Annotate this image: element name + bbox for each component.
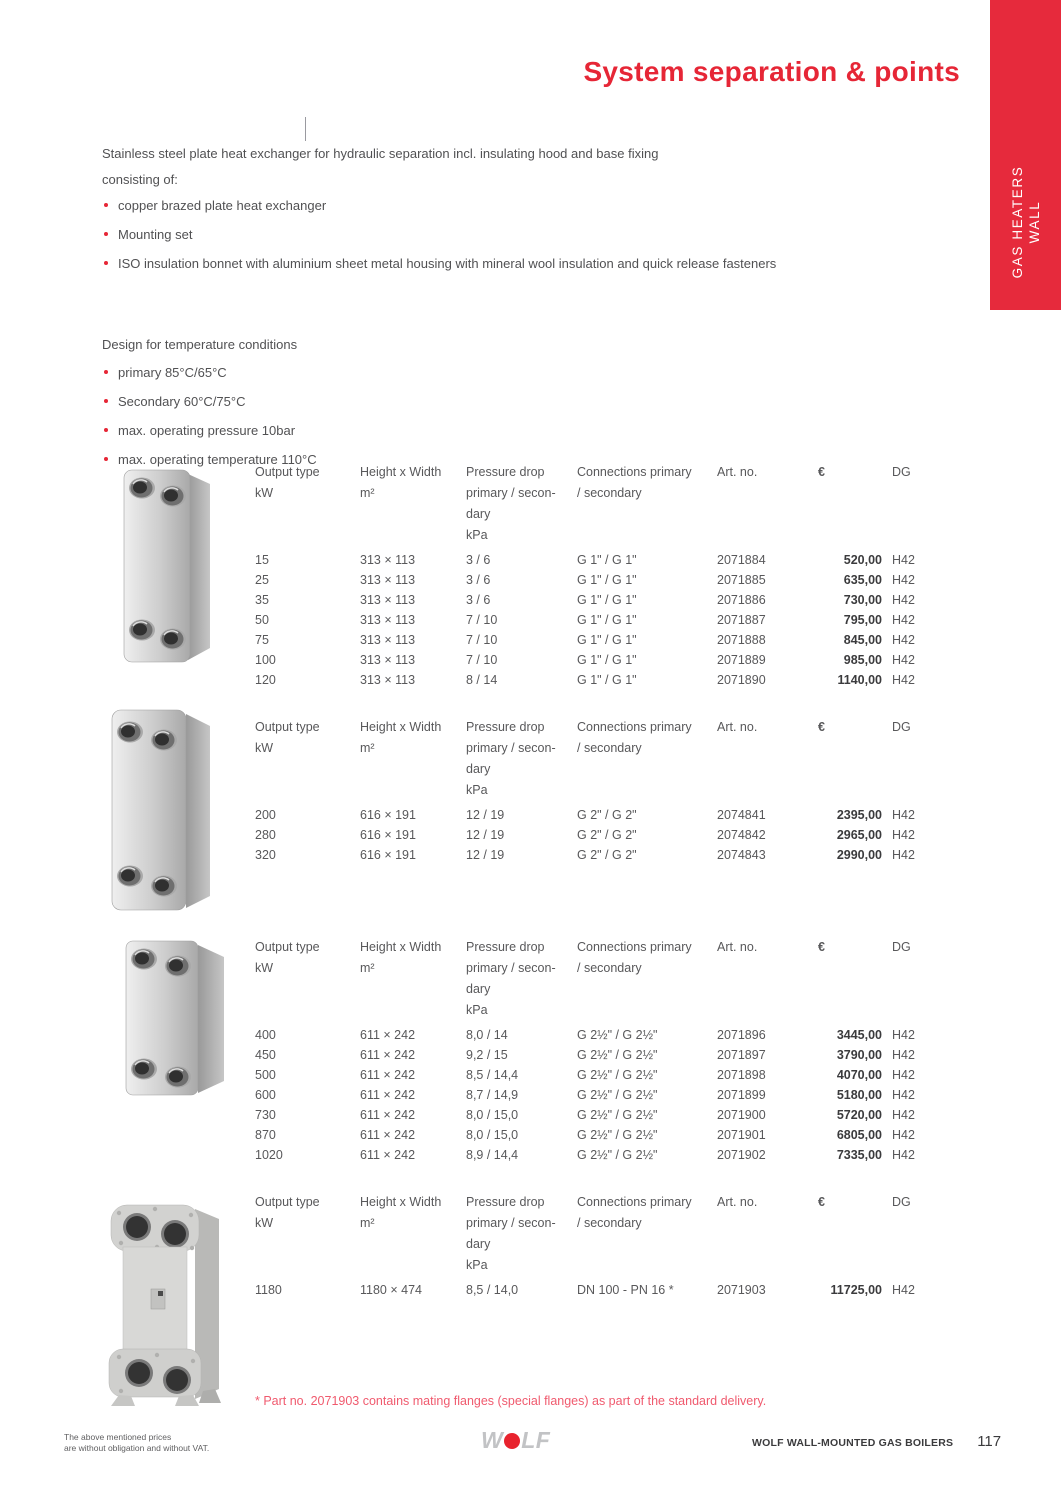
- table-cell: G 2½" / G 2½": [577, 1068, 658, 1082]
- product-image-heat-exchanger-small: [106, 458, 236, 673]
- spec-table-wide: [255, 937, 935, 1165]
- table-cell: 200: [255, 808, 276, 822]
- table-cell: 75: [255, 633, 269, 647]
- table-cell: 3 / 6: [466, 573, 491, 587]
- wolf-logo-letters-lf: LF: [521, 1426, 551, 1453]
- table-cell: G 2" / G 2": [577, 828, 637, 842]
- table-row: [255, 1125, 935, 1145]
- table-cell: H42: [892, 808, 915, 822]
- table-body: [255, 805, 935, 865]
- intro-section: [102, 143, 814, 282]
- list-item: [102, 195, 814, 216]
- wolf-logo: [481, 1427, 550, 1453]
- table-cell: 8,5 / 14,4: [466, 1068, 519, 1082]
- table-cell: 2071898: [717, 1068, 766, 1082]
- list-item: [102, 362, 622, 383]
- table-cell: 2074843: [717, 848, 766, 862]
- design-bullet-list: [102, 362, 622, 470]
- table-cell: 313 × 113: [360, 633, 416, 647]
- table-cell: 9,2 / 15: [466, 1048, 508, 1062]
- column-header-connections: Connections primary / secondary: [577, 940, 692, 975]
- column-header-price: €: [818, 940, 825, 954]
- bullet-icon: [104, 399, 108, 403]
- table-body: [255, 550, 935, 690]
- table-cell: 2965,00: [836, 828, 882, 842]
- table-cell: 611 × 242: [360, 1128, 416, 1142]
- product-image-heat-exchanger-wide: [112, 933, 247, 1108]
- table-header: [255, 1192, 935, 1276]
- table-cell: 313 × 113: [360, 673, 416, 687]
- column-header-connections: Connections primary / secondary: [577, 1195, 692, 1230]
- table-row: [255, 670, 935, 690]
- column-header-output: Output type kW: [255, 1195, 320, 1230]
- table-cell: 635,00: [843, 573, 882, 587]
- intro-bullet-list: [102, 195, 814, 274]
- side-tab-label-line2: WALL: [1026, 200, 1042, 244]
- table-row: [255, 590, 935, 610]
- bullet-icon: [104, 370, 108, 374]
- crop-mark: [305, 117, 306, 141]
- table-cell: 2071890: [717, 673, 766, 687]
- list-item-label: ISO insulation bonnet with aluminium sheet metal housing with mineral wool insulation and quick release fasteners: [118, 256, 777, 271]
- table-row: [255, 1280, 935, 1300]
- table-cell: 2071900: [717, 1108, 766, 1122]
- column-header-dimensions: Height x Width m²: [360, 1195, 442, 1230]
- side-tab-label-line1: GAS HEATERS: [1009, 165, 1025, 279]
- design-conditions-heading: Design for temperature conditions: [102, 337, 298, 352]
- table-cell: 7 / 10: [466, 633, 498, 647]
- table-cell: H42: [892, 1148, 915, 1162]
- list-item: [102, 253, 814, 274]
- column-header-dg: DG: [892, 1195, 911, 1209]
- table-cell: G 1" / G 1": [577, 653, 637, 667]
- table-cell: H42: [892, 653, 915, 667]
- column-header-dimensions: Height x Width m²: [360, 940, 442, 975]
- list-item-label: primary 85°C/65°C: [118, 365, 227, 380]
- table-cell: 4070,00: [836, 1068, 882, 1082]
- table-cell: 3 / 6: [466, 593, 491, 607]
- side-tab-gas-heaters-wall: [990, 0, 1061, 310]
- table-row: [255, 1085, 935, 1105]
- table-cell: 2071899: [717, 1088, 766, 1102]
- list-item-label: Secondary 60°C/75°C: [118, 394, 246, 409]
- table-cell: 6805,00: [836, 1128, 882, 1142]
- table-cell: H42: [892, 1283, 915, 1297]
- table-cell: 313 × 113: [360, 573, 416, 587]
- table-cell: 1180: [255, 1283, 282, 1297]
- table-cell: H42: [892, 613, 915, 627]
- footer-disclaimer-line1: The above mentioned prices: [64, 1432, 172, 1442]
- table-cell: DN 100 - PN 16 *: [577, 1283, 674, 1297]
- footer-series-label: WOLF WALL-MOUNTED GAS BOILERS: [752, 1437, 954, 1449]
- table-cell: 611 × 242: [360, 1148, 416, 1162]
- table-cell: G 1" / G 1": [577, 553, 637, 567]
- table-cell: G 1" / G 1": [577, 613, 637, 627]
- table-row: [255, 610, 935, 630]
- intro-text-line1: Stainless steel plate heat exchanger for hydraulic separation incl. insulating hood and base fixing: [102, 146, 659, 161]
- column-header-price: €: [818, 1195, 825, 1209]
- table-cell: 870: [255, 1128, 276, 1142]
- table-cell: 7335,00: [836, 1148, 882, 1162]
- table-cell: 7 / 10: [466, 653, 498, 667]
- table-row: [255, 550, 935, 570]
- wolf-logo-dot-icon: [504, 1433, 520, 1449]
- table-cell: H42: [892, 673, 915, 687]
- table-cell: 2071897: [717, 1048, 766, 1062]
- table-cell: G 1" / G 1": [577, 593, 637, 607]
- table-cell: 5720,00: [836, 1108, 882, 1122]
- table-header: [255, 717, 935, 801]
- table-cell: 35: [255, 593, 269, 607]
- table-cell: 8,5 / 14,0: [466, 1283, 519, 1297]
- table-cell: 8,0 / 15,0: [466, 1128, 519, 1142]
- table-cell: G 2½" / G 2½": [577, 1028, 658, 1042]
- table-cell: 2074842: [717, 828, 766, 842]
- table-row: [255, 570, 935, 590]
- table-cell: 520,00: [843, 553, 882, 567]
- table-cell: G 1" / G 1": [577, 673, 637, 687]
- table-body: [255, 1280, 935, 1300]
- table-cell: 5180,00: [836, 1088, 882, 1102]
- table-row: [255, 825, 935, 845]
- table-cell: 320: [255, 848, 276, 862]
- table-cell: 120: [255, 673, 276, 687]
- table-cell: 985,00: [843, 653, 882, 667]
- table-cell: 15: [255, 553, 269, 567]
- table-row: [255, 845, 935, 865]
- list-item-label: max. operating temperature 110°C: [118, 452, 317, 467]
- footnote: * Part no. 2071903 contains mating flanges (special flanges) as part of the standard delivery.: [255, 1394, 767, 1408]
- table-cell: 400: [255, 1028, 276, 1042]
- column-header-connections: Connections primary / secondary: [577, 720, 692, 755]
- table-cell: 730: [255, 1108, 276, 1122]
- table-cell: 313 × 113: [360, 593, 416, 607]
- table-cell: 616 × 191: [360, 808, 416, 822]
- table-cell: 1180 × 474: [360, 1283, 422, 1297]
- table-cell: 2071888: [717, 633, 766, 647]
- table-cell: G 2" / G 2": [577, 848, 637, 862]
- table-cell: 12 / 19: [466, 828, 505, 842]
- table-cell: 1140,00: [837, 673, 882, 687]
- column-header-pressure-drop: Pressure drop primary / secon- dary kPa: [466, 940, 556, 1017]
- table-cell: 11725,00: [830, 1283, 882, 1297]
- table-header: [255, 462, 935, 546]
- table-cell: 616 × 191: [360, 828, 416, 842]
- intro-text-line2: consisting of:: [102, 172, 178, 187]
- table-cell: 100: [255, 653, 276, 667]
- table-cell: G 2½" / G 2½": [577, 1108, 658, 1122]
- column-header-art-no: Art. no.: [717, 720, 758, 734]
- bullet-icon: [104, 428, 108, 432]
- side-tab-label: [1009, 166, 1043, 279]
- table-cell: 611 × 242: [360, 1088, 416, 1102]
- table-cell: H42: [892, 573, 915, 587]
- table-cell: H42: [892, 1108, 915, 1122]
- table-cell: G 2½" / G 2½": [577, 1048, 658, 1062]
- table-cell: G 2½" / G 2½": [577, 1088, 658, 1102]
- table-body: [255, 1025, 935, 1165]
- table-cell: H42: [892, 1128, 915, 1142]
- column-header-dg: DG: [892, 465, 911, 479]
- table-cell: 12 / 19: [466, 848, 505, 862]
- column-header-price: €: [818, 720, 825, 734]
- table-cell: H42: [892, 553, 915, 567]
- column-header-dg: DG: [892, 720, 911, 734]
- column-header-dg: DG: [892, 940, 911, 954]
- table-cell: 3790,00: [836, 1048, 882, 1062]
- table-cell: 8,7 / 14,9: [466, 1088, 519, 1102]
- table-cell: 611 × 242: [360, 1068, 416, 1082]
- table-row: [255, 805, 935, 825]
- wolf-logo-letter-w: W: [481, 1426, 504, 1453]
- table-cell: 50: [255, 613, 269, 627]
- table-cell: 2071903: [717, 1283, 766, 1297]
- column-header-pressure-drop: Pressure drop primary / secon- dary kPa: [466, 720, 556, 797]
- table-cell: 616 × 191: [360, 848, 416, 862]
- table-cell: G 1" / G 1": [577, 573, 637, 587]
- bullet-icon: [104, 261, 108, 265]
- column-header-connections: Connections primary / secondary: [577, 465, 692, 500]
- table-cell: H42: [892, 828, 915, 842]
- column-header-output: Output type kW: [255, 940, 320, 975]
- table-cell: G 2" / G 2": [577, 808, 637, 822]
- table-cell: 611 × 242: [360, 1108, 416, 1122]
- table-cell: 25: [255, 573, 269, 587]
- column-header-output: Output type kW: [255, 465, 320, 500]
- table-row: [255, 1145, 935, 1165]
- table-cell: H42: [892, 593, 915, 607]
- table-cell: G 2½" / G 2½": [577, 1148, 658, 1162]
- column-header-art-no: Art. no.: [717, 940, 758, 954]
- product-image-heat-exchanger-large-flanged: [95, 1193, 245, 1408]
- spec-table-large: [255, 1192, 935, 1300]
- table-cell: G 1" / G 1": [577, 633, 637, 647]
- column-header-dimensions: Height x Width m²: [360, 465, 442, 500]
- table-cell: 600: [255, 1088, 276, 1102]
- table-cell: 2071884: [717, 553, 766, 567]
- table-cell: H42: [892, 1068, 915, 1082]
- table-cell: 3445,00: [836, 1028, 882, 1042]
- table-cell: 8 / 14: [466, 673, 498, 687]
- table-cell: 313 × 113: [360, 553, 416, 567]
- table-cell: 2071887: [717, 613, 766, 627]
- table-cell: 280: [255, 828, 276, 842]
- table-cell: 1020: [255, 1148, 283, 1162]
- table-cell: 8,0 / 15,0: [466, 1108, 519, 1122]
- table-cell: 2071901: [717, 1128, 766, 1142]
- footer-disclaimer-line2: are without obligation and without VAT.: [64, 1443, 210, 1453]
- table-cell: H42: [892, 1028, 915, 1042]
- footer-right: [752, 1433, 1001, 1450]
- table-cell: 2071889: [717, 653, 766, 667]
- table-row: [255, 650, 935, 670]
- product-image-heat-exchanger-medium: [98, 700, 238, 925]
- table-header: [255, 937, 935, 1021]
- bullet-icon: [104, 232, 108, 236]
- table-cell: 611 × 242: [360, 1028, 416, 1042]
- table-row: [255, 1065, 935, 1085]
- list-item-label: max. operating pressure 10bar: [118, 423, 296, 438]
- table-cell: 500: [255, 1068, 276, 1082]
- page-number: 117: [977, 1433, 1002, 1450]
- spec-table-medium: [255, 717, 935, 865]
- table-cell: 845,00: [843, 633, 882, 647]
- column-header-pressure-drop: Pressure drop primary / secon- dary kPa: [466, 465, 556, 542]
- table-cell: 8,9 / 14,4: [466, 1148, 519, 1162]
- table-cell: 2074841: [717, 808, 766, 822]
- table-cell: 313 × 113: [360, 613, 416, 627]
- column-header-pressure-drop: Pressure drop primary / secon- dary kPa: [466, 1195, 556, 1272]
- table-cell: 2071902: [717, 1148, 766, 1162]
- list-item-label: copper brazed plate heat exchanger: [118, 198, 327, 213]
- column-header-price: €: [818, 465, 825, 479]
- table-cell: 313 × 113: [360, 653, 416, 667]
- table-cell: 450: [255, 1048, 276, 1062]
- table-cell: 2071886: [717, 593, 766, 607]
- table-cell: G 2½" / G 2½": [577, 1128, 658, 1142]
- table-row: [255, 1105, 935, 1125]
- list-item: [102, 391, 622, 412]
- column-header-dimensions: Height x Width m²: [360, 720, 442, 755]
- table-row: [255, 630, 935, 650]
- spec-table-small: [255, 462, 935, 690]
- table-cell: H42: [892, 848, 915, 862]
- table-cell: 611 × 242: [360, 1048, 416, 1062]
- list-item: [102, 420, 622, 441]
- table-cell: 2071896: [717, 1028, 766, 1042]
- column-header-art-no: Art. no.: [717, 465, 758, 479]
- table-cell: 3 / 6: [466, 553, 491, 567]
- table-cell: H42: [892, 1048, 915, 1062]
- bullet-icon: [104, 203, 108, 207]
- table-cell: 795,00: [843, 613, 882, 627]
- table-cell: 7 / 10: [466, 613, 498, 627]
- table-row: [255, 1045, 935, 1065]
- column-header-output: Output type kW: [255, 720, 320, 755]
- table-cell: H42: [892, 633, 915, 647]
- list-item-label: Mounting set: [118, 227, 193, 242]
- table-cell: H42: [892, 1088, 915, 1102]
- table-cell: 8,0 / 14: [466, 1028, 508, 1042]
- table-row: [255, 1025, 935, 1045]
- page-title: System separation & points: [583, 56, 960, 87]
- design-conditions-section: [102, 334, 622, 478]
- table-cell: 730,00: [843, 593, 882, 607]
- footer-disclaimer: [64, 1432, 209, 1454]
- column-header-art-no: Art. no.: [717, 1195, 758, 1209]
- table-cell: 2395,00: [836, 808, 882, 822]
- list-item: [102, 224, 814, 245]
- table-cell: 2071885: [717, 573, 766, 587]
- table-cell: 2990,00: [836, 848, 882, 862]
- table-cell: 12 / 19: [466, 808, 505, 822]
